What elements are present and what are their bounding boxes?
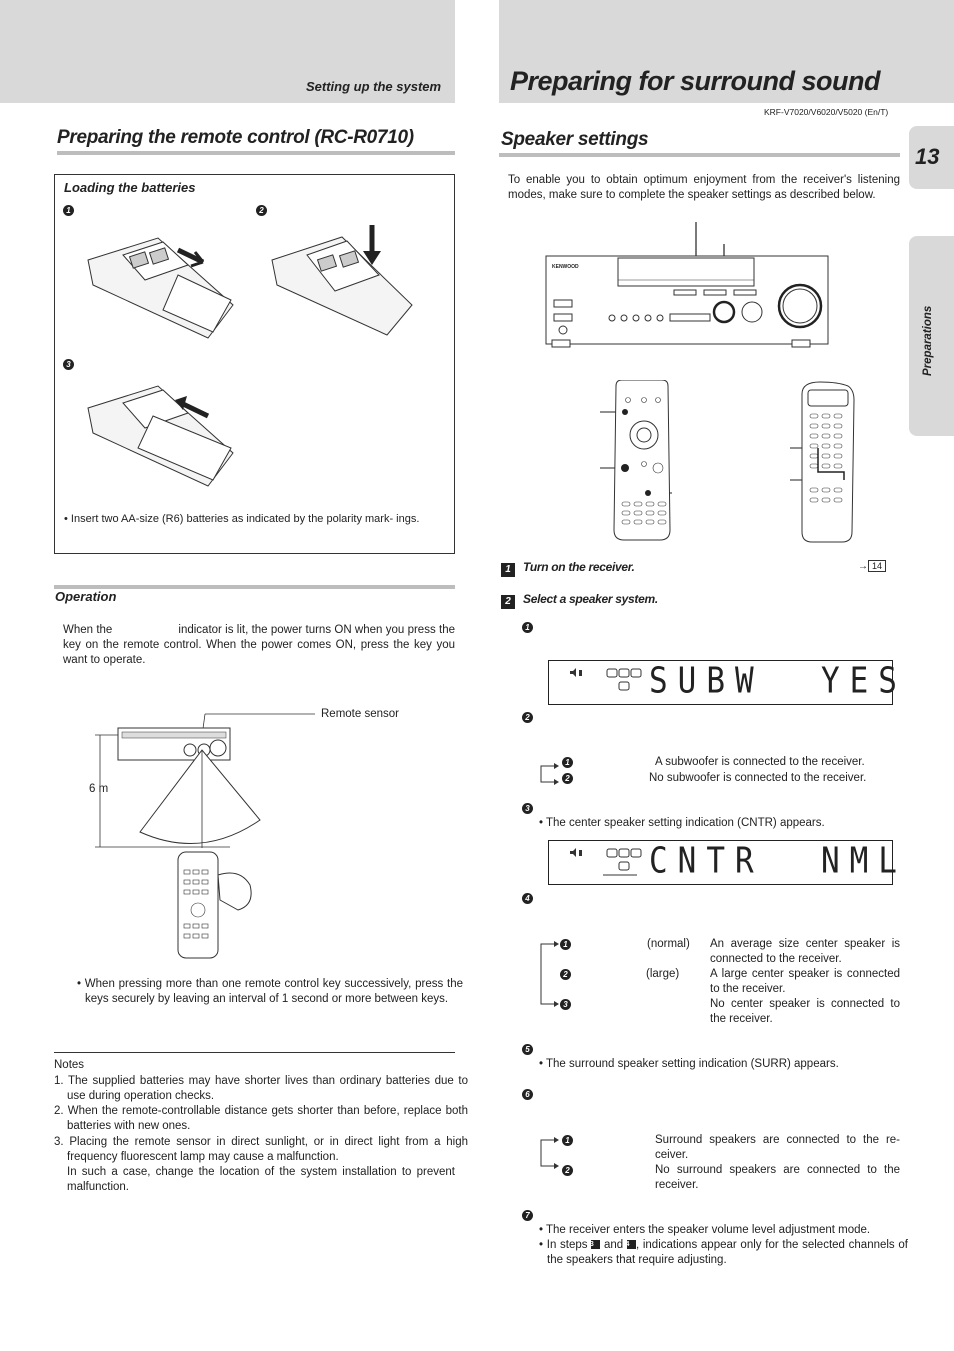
page-ref: 14 xyxy=(868,560,886,572)
sub-option-2-num: 2 xyxy=(562,773,573,784)
surround-option-1-num: 1 xyxy=(562,1135,573,1146)
substep-4: 4 xyxy=(522,893,533,904)
center-option-3-num: 3 xyxy=(560,999,571,1010)
speaker-settings-title: Speaker settings xyxy=(501,129,649,150)
display-text-1: SUBW YES xyxy=(649,660,907,702)
side-tab-label: Preparations xyxy=(922,305,934,376)
surround-option-2-num: 2 xyxy=(562,1165,573,1176)
display-center xyxy=(548,840,907,885)
remote-sensor-label: Remote sensor xyxy=(321,708,399,720)
center-option-1-num: 1 xyxy=(560,939,571,950)
speaker-indicator-icon-2 xyxy=(567,847,647,877)
remote-illustration-2 xyxy=(790,380,860,546)
battery-step-3: 3 xyxy=(63,359,74,370)
notes-title: Notes xyxy=(54,1059,85,1071)
step-1-badge: 1 xyxy=(501,563,515,577)
toggle-bracket-3 xyxy=(539,1134,561,1170)
surround-option-2-text: No surround speakers are connected to the receiver. xyxy=(655,1164,900,1191)
surround-bullet: The surround speaker setting indication (SURR) appears. xyxy=(546,1058,839,1070)
battery-illustration-2 xyxy=(267,225,417,340)
substep-6: 6 xyxy=(522,1089,533,1100)
step-1-text: Turn on the receiver. xyxy=(523,560,635,574)
center-option-2-text: A large center speaker is connected to the receiver. xyxy=(710,968,900,995)
battery-illustration-1 xyxy=(83,230,243,345)
note-1: 1. The supplied batteries may have shorter lives than ordinary batteries due to use during operation checks. xyxy=(54,1075,468,1102)
step-2-text: Select a speaker system. xyxy=(523,592,658,606)
sub-option-1-num: 1 xyxy=(562,757,573,768)
substep-1: 1 xyxy=(522,622,533,633)
center-bullet: The center speaker setting indication (CNTR) appears. xyxy=(546,817,825,829)
center-option-2-mode: (large) xyxy=(646,968,680,980)
step-2-badge: 2 xyxy=(501,595,515,609)
operation-text: When the indicator is lit, the power turns ON when you press the key on the remote control. When the power comes ON, press the key you want to operate. xyxy=(63,624,503,666)
final-bullet-1: The receiver enters the speaker volume level adjustment mode. xyxy=(546,1224,871,1236)
left-section-title: Preparing the remote control (RC-R0710) xyxy=(57,127,414,148)
remote-range-diagram xyxy=(90,710,320,962)
toggle-bracket-2 xyxy=(539,938,561,1008)
operation-bullet: When pressing more than one remote control key successively, press the keys securely by leaving an interval of 1 second or more between keys. xyxy=(84,978,463,1005)
page-number: 13 xyxy=(915,144,940,169)
surround-option-1-text: Surround speakers are connected to the re- ceiver. xyxy=(655,1134,900,1161)
substep-5: 5 xyxy=(522,1044,533,1055)
page-number-tab xyxy=(909,126,954,189)
substep-7: 7 xyxy=(522,1210,533,1221)
display-text-2: CNTR NML xyxy=(649,840,907,882)
page-title: Preparing for surround sound xyxy=(510,66,881,96)
model-number: KRF-V7020/V6020/V5020 (En/T) xyxy=(764,107,889,117)
center-option-2-num: 2 xyxy=(560,969,571,980)
receiver-brand-label: KENWOOD xyxy=(552,264,579,270)
note-3-cont: In such a case, change the location of the system installation to prevent malfunction. xyxy=(67,1166,455,1193)
receiver-illustration xyxy=(540,222,832,357)
note-3: 3. Placing the remote sensor in direct sunlight, or in direct light from a high frequency fluorescent lamp may cause a malfunction. xyxy=(54,1136,468,1163)
battery-illustration-3 xyxy=(83,378,243,493)
substep-3: 3 xyxy=(522,803,533,814)
toggle-bracket-1 xyxy=(539,760,561,790)
center-option-1-text: An average size center speaker is connected to the receiver. xyxy=(710,938,900,965)
remote-illustration-1 xyxy=(600,380,680,546)
distance-label: 6 m xyxy=(89,783,109,795)
note-2: 2. When the remote-controllable distance gets shorter than before, replace both batteries with new ones. xyxy=(54,1105,468,1132)
display-subwoofer xyxy=(548,660,907,705)
title-rule xyxy=(57,151,455,155)
center-option-3-text: No center speaker is connected to the receiver. xyxy=(710,998,900,1025)
operation-title: Operation xyxy=(55,589,117,604)
section-side-tab xyxy=(909,236,954,436)
batteries-box: Loading the batteries 1 2 3 • Insert two AA-size (R6) batteries as indicated by the polarity mark- ings. xyxy=(54,174,455,554)
notes-rule xyxy=(54,1052,455,1053)
substep-2: 2 xyxy=(522,712,533,723)
sub-option-1-text: A subwoofer is connected to the receiver. xyxy=(655,756,865,768)
batteries-title: Loading the batteries xyxy=(64,180,196,195)
speaker-indicator-icon xyxy=(567,667,647,697)
batteries-note: Insert two AA-size (R6) batteries as indicated by the polarity mark- ings. xyxy=(70,513,420,525)
arrow-icon: → xyxy=(858,561,868,572)
step-3-ref: 3 xyxy=(591,1240,600,1249)
battery-step-1: 1 xyxy=(63,205,74,216)
speaker-title-rule xyxy=(499,153,900,157)
sub-option-2-text: No subwoofer is connected to the receiver. xyxy=(649,772,867,784)
header-label: Setting up the system xyxy=(306,79,442,94)
speaker-intro: To enable you to obtain optimum enjoyment from the receiver's listening modes, make sure to complete the speaker settings as described below. xyxy=(508,174,900,201)
center-option-1-mode: (normal) xyxy=(647,938,690,950)
battery-step-2: 2 xyxy=(256,205,267,216)
step-4-ref: 4 xyxy=(627,1240,636,1249)
final-bullet-2: • In steps 3 and 4 , indications appear only for the selected channels of the speakers that require adjusting. xyxy=(539,1239,908,1266)
